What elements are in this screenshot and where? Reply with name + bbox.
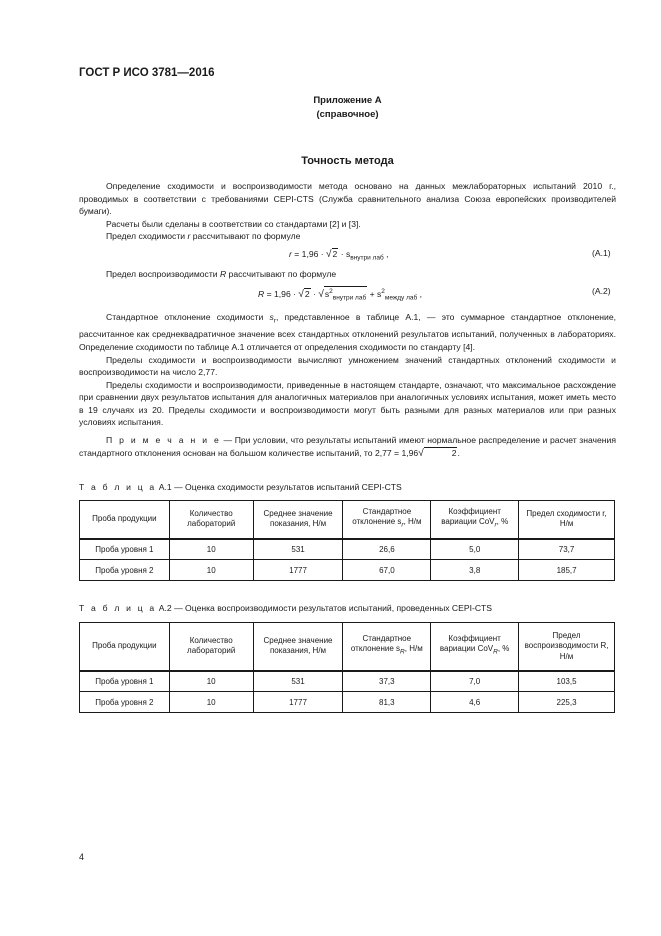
table-cell: 10 — [169, 692, 253, 713]
annex-title: Приложение А — [313, 95, 382, 106]
table-cell: 26,6 — [343, 539, 431, 560]
table-reproducibility — [79, 622, 615, 713]
table-cell: 10 — [169, 539, 253, 560]
formula-a1: $r = 1,96 \cdot √2 \cdot s_{внутри лаб}$ , — [289, 249, 389, 262]
table-cell: 225,3 — [519, 692, 615, 713]
table2-header-cov: Коэффициент вариации CoV$_R$, % — [431, 623, 519, 671]
paragraph-sd: Стандартное отклонение сходимости $s_r$, представленное в таблице А.1, — это суммарное стандартное отклонение, рассчитанное как среднеквадратичное значение всех стандартных отклонений результатов испытаний, полученных в лабораториях. Определение сходимости по таблице А.1 отличается от определения сходимости по стандарту [4]. — [79, 312, 616, 352]
formula-a1-number: (А.1) — [592, 248, 611, 258]
annex-subtitle: (справочное) — [316, 109, 379, 120]
paragraph-repeatability-limit: Предел сходимости r рассчитывают по формуле — [106, 231, 301, 242]
table-repeatability — [79, 500, 615, 581]
table-cell: 7,0 — [431, 671, 519, 692]
table-cell: 37,3 — [343, 671, 431, 692]
explanation-text — [79, 311, 616, 460]
formula-a2-number: (А.2) — [592, 286, 611, 296]
table-cell: 1777 — [253, 692, 343, 713]
page-number: 4 — [79, 852, 85, 862]
paragraph-basis: Определение сходимости и воспроизводимости метода основано на данных межлабораторных испытаний 2010 г., проводимых в соответствии с требованиями CEPI-CTS (Служба сравнительного анализа Союза европейских производителей бумаги). — [79, 181, 616, 217]
table2-header-mean: Среднее значение показания, Н/м — [253, 623, 343, 671]
table-cell: Проба уровня 2 — [80, 692, 170, 713]
note: П р и м е ч а н и е — При условии, что результаты испытаний имеют нормальное распределение и расчет значения стандартного отклонения основан на большом количестве испытаний, то 2,77 = 1,96√ 2. — [79, 435, 616, 459]
table-cell: 73,7 — [519, 539, 615, 560]
table-cell: 531 — [253, 539, 343, 560]
table1-caption: Т а б л и ц а А.1 — Оценка сходимости результатов испытаний CEPI-CTS — [79, 482, 402, 492]
table1-header-sd: Стандартное отклонение $s_r$, Н/м — [343, 501, 431, 539]
table2-header-limit: Предел воспроизводимости R, Н/м — [519, 623, 615, 671]
paragraph-reproducibility-limit: Предел воспроизводимости R рассчитывают по формуле — [106, 269, 337, 279]
table-cell: Проба уровня 1 — [80, 539, 170, 560]
table-row — [80, 692, 615, 713]
table1-header-mean: Среднее значение показания, Н/м — [253, 501, 343, 539]
table1-header-cov: Коэффициент вариации CoV$_r$, % — [431, 501, 519, 539]
paragraph-standards: Расчеты были сделаны в соответствии со стандартами [2] и [3]. — [106, 218, 361, 229]
table1-header-limit: Предел сходимости r, Н/м — [519, 501, 615, 539]
table-cell: 3,8 — [431, 560, 519, 581]
table-row — [80, 671, 615, 692]
table-cell: 10 — [169, 560, 253, 581]
table-row — [80, 560, 615, 581]
intro-text — [79, 180, 616, 243]
table2-header-labs: Количество лабораторий — [169, 623, 253, 671]
table1-header-labs: Количество лабораторий — [169, 501, 253, 539]
section-title: Точность метода — [301, 155, 394, 167]
formula-a2: $R = 1,96 \cdot √2 \cdot √s^2_{внутри лаб} + s^2_{между лаб}$ , — [258, 288, 423, 302]
table-cell: Проба уровня 2 — [80, 560, 170, 581]
table-cell: 81,3 — [343, 692, 431, 713]
table-cell: 103,5 — [519, 671, 615, 692]
table-cell: 1777 — [253, 560, 343, 581]
table-cell: 4,6 — [431, 692, 519, 713]
standard-header: ГОСТ Р ИСО 3781—2016 — [79, 67, 215, 79]
table2-header-sample: Проба продукции — [80, 623, 170, 671]
table-cell: 531 — [253, 671, 343, 692]
table1-header-sample: Проба продукции — [80, 501, 170, 539]
table2-caption: Т а б л и ц а А.2 — Оценка воспроизводимости результатов испытаний, проведенных CEPI-CTS — [79, 603, 493, 613]
table-cell: Проба уровня 1 — [80, 671, 170, 692]
table-cell: 5,0 — [431, 539, 519, 560]
paragraph-multiplier: Пределы сходимости и воспроизводимости вычисляют умножением значений стандартных отклонений сходимости и воспроизводимости на число 2,77. — [79, 354, 616, 378]
table-cell: 185,7 — [519, 560, 615, 581]
table-cell: 67,0 — [343, 560, 431, 581]
table-row — [80, 539, 615, 560]
table-cell: 10 — [169, 671, 253, 692]
paragraph-meaning: Пределы сходимости и воспроизводимости, приведенные в настоящем стандарте, означают, что максимальное расхождение при сравнении двух результатов испытания для аналогичных материалов при аналогичных условиях испытания, может иметь место в 19 случаях из 20. Пределы сходимости и воспроизводимости могут быть разными для разных материалов или при разных условиях испытания. — [79, 379, 616, 428]
reproducibility-intro — [79, 268, 616, 281]
table2-header-sd: Стандартное отклонение $s_R$, Н/м — [343, 623, 431, 671]
